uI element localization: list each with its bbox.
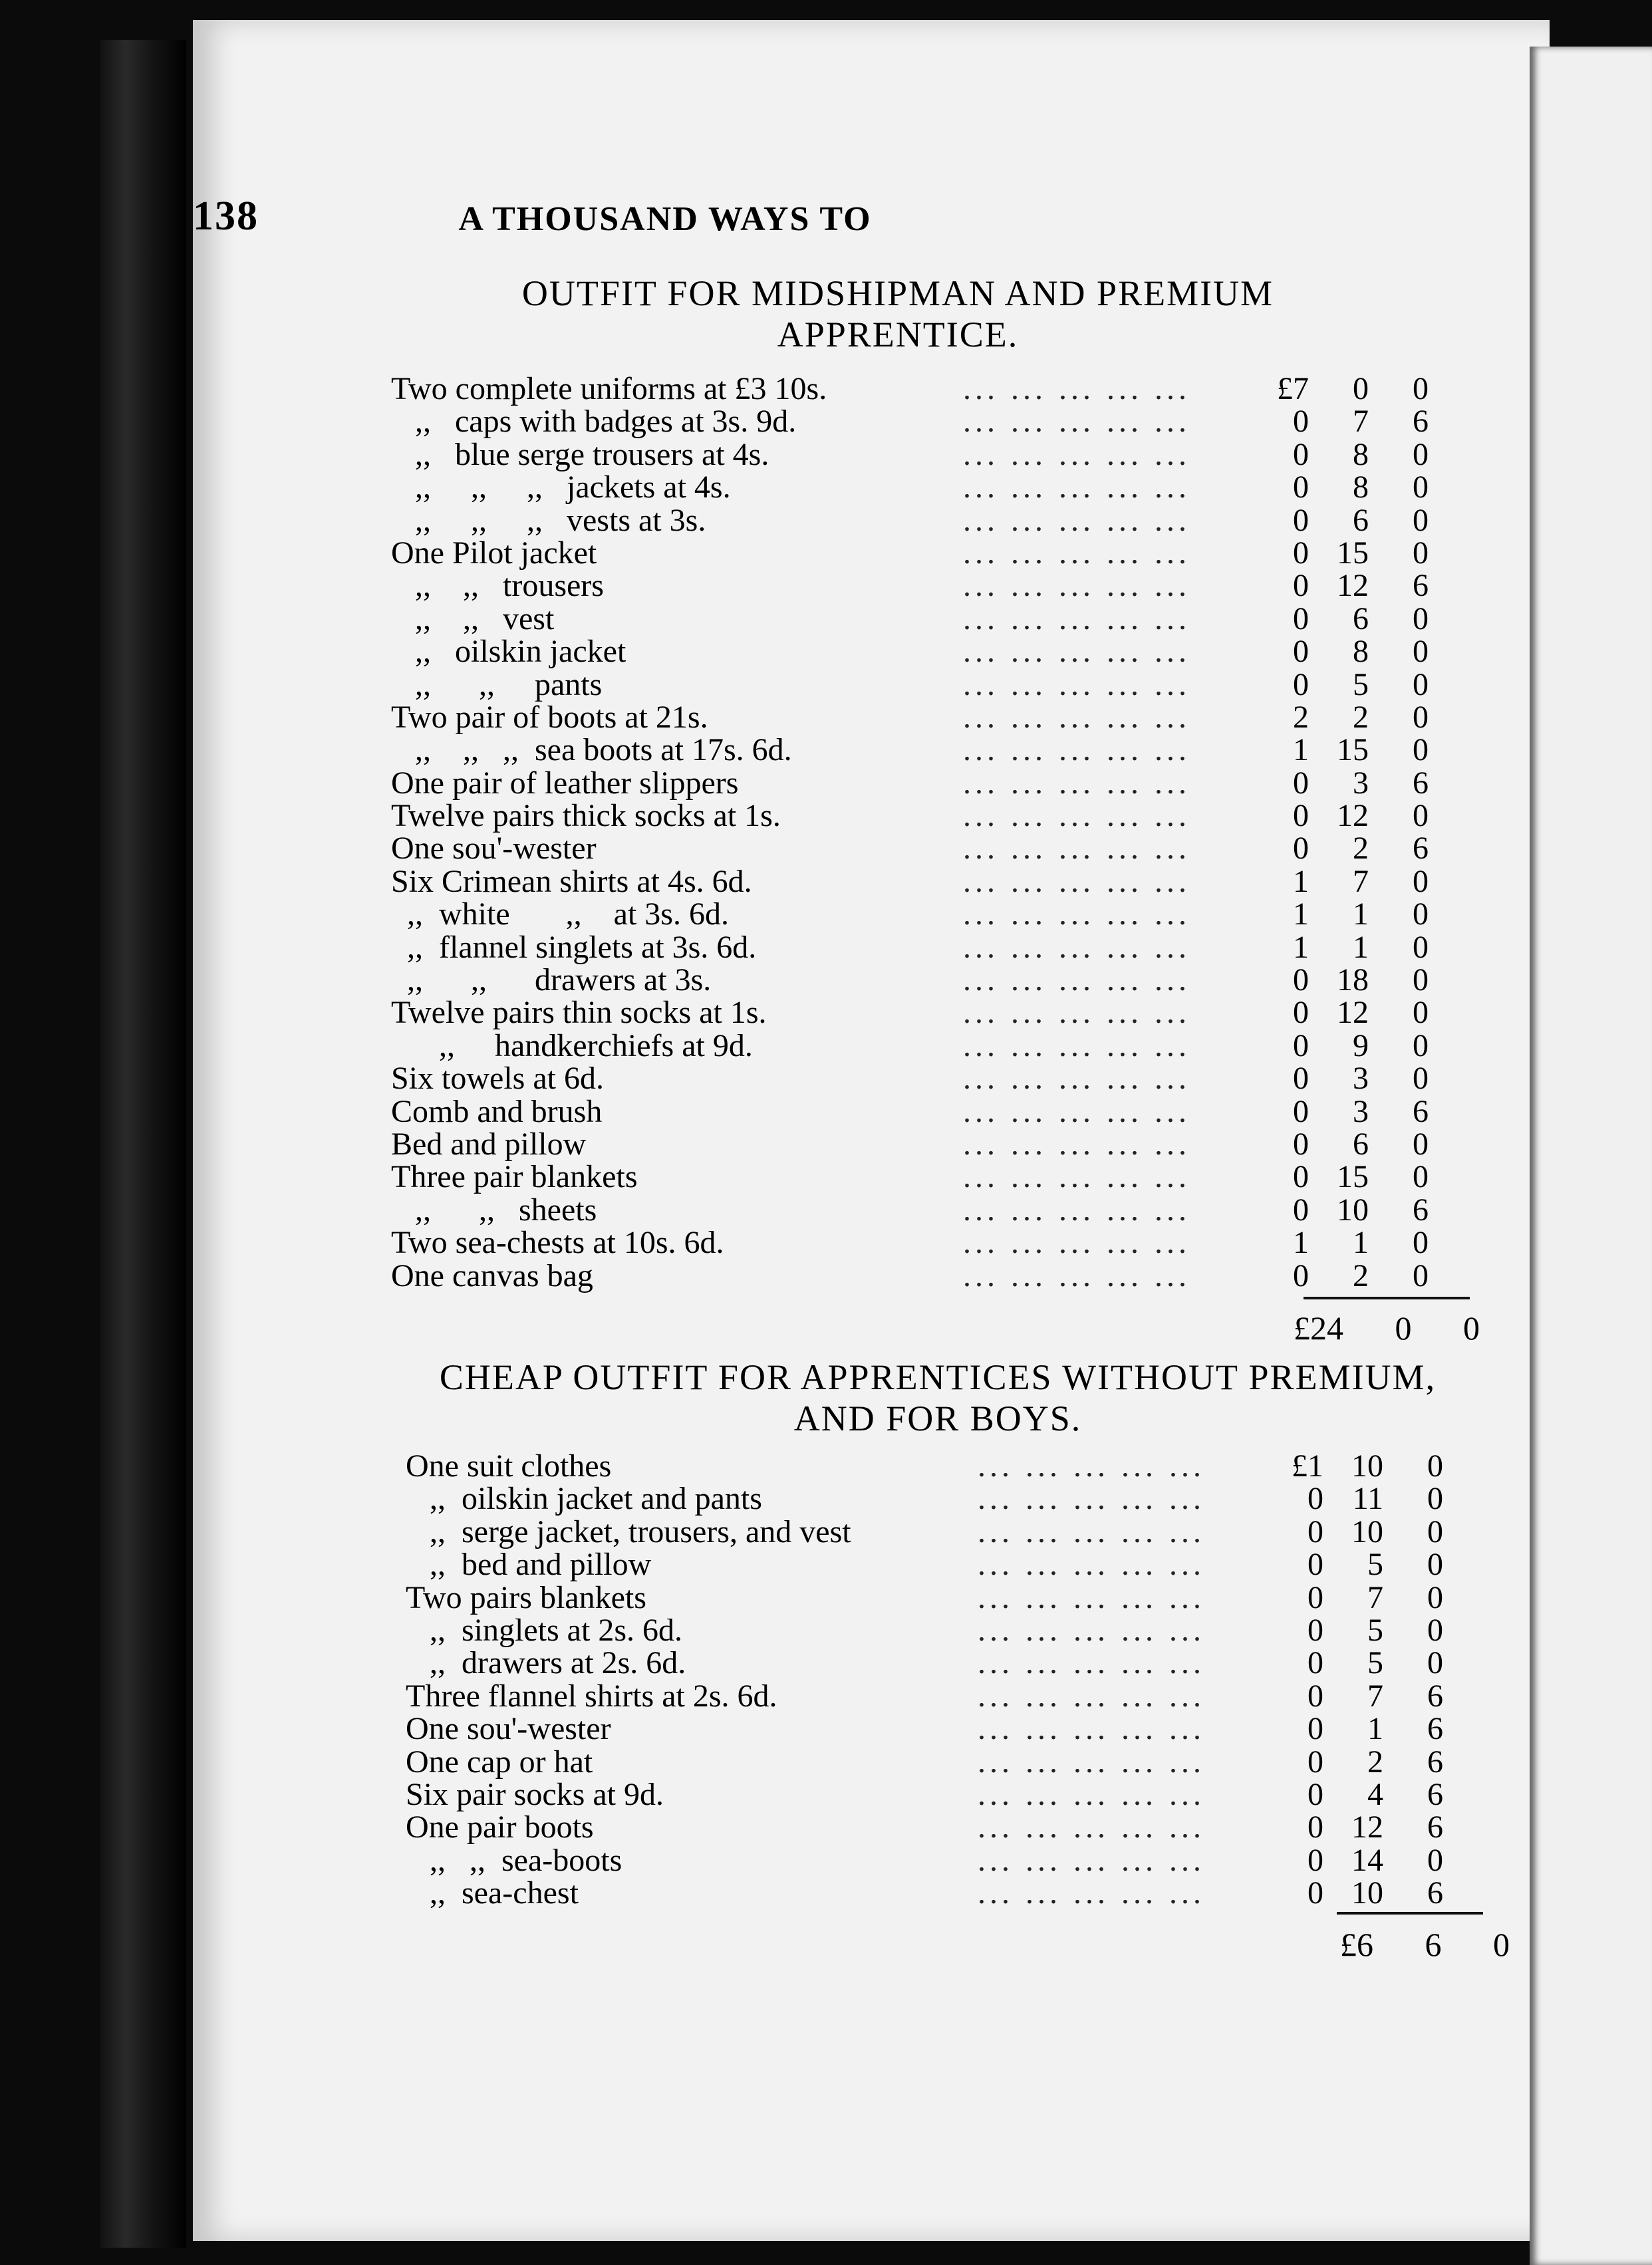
leader-dots: ... ... ... ... ... (963, 535, 1190, 571)
shillings-value: 10 (1337, 1192, 1369, 1228)
leader-dots: ... ... ... ... ... (963, 1061, 1190, 1097)
shillings-value: 12 (1337, 568, 1369, 604)
section-2-title-line1: CHEAP OUTFIT FOR APPRENTICES WITHOUT PREMIUM, (439, 1357, 1437, 1397)
item-description: ,, white ,, at 3s. 6d. (391, 896, 729, 932)
leader-dots: ... ... ... ... ... (963, 831, 1190, 866)
section-1-total (1284, 1309, 1480, 1347)
pence-value: 6 (1427, 1809, 1443, 1845)
table-row (391, 1062, 1468, 1095)
pounds-value: 0 (1308, 1514, 1323, 1549)
table-row (391, 372, 1468, 405)
table-row (391, 931, 1468, 964)
leader-dots: ... ... ... ... ... (978, 1744, 1205, 1780)
item-description: Three pair blankets (391, 1159, 638, 1195)
pounds-value: 0 (1293, 666, 1309, 702)
table-row (391, 602, 1468, 635)
shillings-value: 6 (1353, 502, 1369, 538)
pence-value: 6 (1427, 1678, 1443, 1714)
section-1-total-pounds: £24 (1294, 1309, 1343, 1347)
leader-dots: ... ... ... ... ... (963, 666, 1190, 702)
item-description: ,, sea-chest (406, 1875, 579, 1911)
leader-dots: ... ... ... ... ... (963, 1192, 1190, 1228)
pounds-value: 1 (1293, 1225, 1309, 1261)
section-1-total-pence: 0 (1463, 1309, 1480, 1347)
pounds-value: 0 (1293, 600, 1309, 636)
leader-dots: ... ... ... ... ... (963, 600, 1190, 636)
item-description: Twelve pairs thick socks at 1s. (391, 798, 781, 834)
leader-dots: ... ... ... ... ... (963, 1093, 1190, 1129)
shillings-value: 12 (1337, 798, 1369, 834)
item-description: Two complete uniforms at £3 10s. (391, 371, 827, 406)
pence-value: 0 (1413, 1061, 1429, 1097)
table-row (406, 1844, 1483, 1877)
pounds-value: 0 (1293, 1027, 1309, 1063)
leader-dots: ... ... ... ... ... (963, 371, 1190, 406)
section-2-title (399, 1357, 1476, 1439)
table-row (406, 1877, 1483, 1909)
pence-value: 0 (1413, 1258, 1429, 1293)
shillings-value: 3 (1353, 1061, 1369, 1097)
item-description: ,, ,, pants (391, 666, 603, 702)
table-row (391, 471, 1468, 503)
pence-value: 0 (1413, 699, 1429, 735)
table-row (391, 1128, 1468, 1160)
pounds-value: 0 (1293, 436, 1309, 472)
pounds-value: 0 (1293, 798, 1309, 834)
pence-value: 0 (1413, 600, 1429, 636)
leader-dots: ... ... ... ... ... (978, 1645, 1205, 1681)
shillings-value: 14 (1351, 1842, 1383, 1878)
section-2-total-pounds: £6 (1340, 1926, 1373, 1963)
pence-value: 0 (1413, 1126, 1429, 1162)
leader-dots: ... ... ... ... ... (963, 699, 1190, 735)
shillings-value: 12 (1351, 1809, 1383, 1845)
leader-dots: ... ... ... ... ... (963, 765, 1190, 801)
leader-dots: ... ... ... ... ... (963, 502, 1190, 538)
pounds-value: 0 (1293, 1258, 1309, 1293)
shillings-value: 15 (1337, 1159, 1369, 1195)
leader-dots: ... ... ... ... ... (963, 798, 1190, 834)
pence-value: 6 (1413, 765, 1429, 801)
table-row (391, 996, 1468, 1029)
pence-value: 0 (1413, 469, 1429, 505)
section-1-title (399, 273, 1397, 355)
table-row (406, 1647, 1483, 1679)
table-row (406, 1778, 1483, 1811)
item-description: ,, ,, vest (391, 600, 555, 636)
leader-dots: ... ... ... ... ... (978, 1678, 1205, 1714)
table-row (391, 832, 1468, 865)
pence-value: 6 (1427, 1711, 1443, 1747)
running-head: A THOUSAND WAYS TO (458, 200, 872, 238)
table-row (391, 1095, 1468, 1128)
item-description: ,, handkerchiefs at 9d. (391, 1027, 753, 1063)
shillings-value: 0 (1353, 371, 1369, 406)
pence-value: 0 (1413, 929, 1429, 965)
leader-dots: ... ... ... ... ... (963, 1027, 1190, 1063)
table-row (406, 1614, 1483, 1647)
pence-value: 6 (1413, 1093, 1429, 1129)
shillings-value: 2 (1353, 699, 1369, 735)
pounds-value: 0 (1293, 962, 1309, 998)
shillings-value: 8 (1353, 469, 1369, 505)
pounds-value: 0 (1308, 1711, 1323, 1747)
table-row (406, 1516, 1483, 1548)
leader-dots: ... ... ... ... ... (963, 995, 1190, 1031)
table-row (391, 405, 1468, 438)
pence-value: 0 (1413, 1225, 1429, 1261)
item-description: ,, caps with badges at 3s. 9d. (391, 404, 797, 440)
leader-dots: ... ... ... ... ... (978, 1875, 1205, 1911)
item-description: ,, ,, trousers (391, 568, 604, 604)
table-row (391, 799, 1468, 832)
pence-value: 0 (1427, 1645, 1443, 1681)
section-2-total-pence: 0 (1493, 1926, 1510, 1963)
shillings-value: 6 (1353, 1126, 1369, 1162)
table-row (406, 1746, 1483, 1778)
pence-value: 0 (1427, 1547, 1443, 1583)
pounds-value: 1 (1293, 896, 1309, 932)
shillings-value: 4 (1367, 1776, 1383, 1812)
shillings-value: 10 (1351, 1875, 1383, 1911)
table-row (391, 1226, 1468, 1259)
item-description: One pair boots (406, 1809, 594, 1845)
table-row (406, 1680, 1483, 1712)
section-2-title-line2: AND FOR BOYS. (793, 1399, 1082, 1438)
leader-dots: ... ... ... ... ... (963, 863, 1190, 899)
pence-value: 0 (1427, 1579, 1443, 1615)
leader-dots: ... ... ... ... ... (963, 896, 1190, 932)
table-row (391, 964, 1468, 996)
item-description: One sou'-wester (406, 1711, 611, 1747)
table-row (391, 898, 1468, 930)
shillings-value: 7 (1367, 1678, 1383, 1714)
pounds-value: 0 (1308, 1678, 1323, 1714)
table-row (391, 1160, 1468, 1193)
item-description: One pair of leather slippers (391, 765, 739, 801)
pence-value: 6 (1413, 404, 1429, 440)
pence-value: 0 (1413, 371, 1429, 406)
pence-value: 6 (1427, 1744, 1443, 1780)
pounds-value: 0 (1308, 1776, 1323, 1812)
leader-dots: ... ... ... ... ... (963, 962, 1190, 998)
shillings-value: 15 (1337, 732, 1369, 768)
item-description: One sou'-wester (391, 831, 597, 866)
item-description: One Pilot jacket (391, 535, 597, 571)
item-description: Two pair of boots at 21s. (391, 699, 708, 735)
item-description: Three flannel shirts at 2s. 6d. (406, 1678, 777, 1714)
shillings-value: 9 (1353, 1027, 1369, 1063)
table-row (391, 569, 1468, 602)
table-row (391, 504, 1468, 537)
leader-dots: ... ... ... ... ... (978, 1711, 1205, 1747)
pounds-value: 0 (1308, 1875, 1323, 1911)
pounds-value: 0 (1293, 1093, 1309, 1129)
pounds-value: 2 (1293, 699, 1309, 735)
pence-value: 0 (1413, 634, 1429, 670)
item-description: Six Crimean shirts at 4s. 6d. (391, 863, 752, 899)
table-row (391, 668, 1468, 701)
shillings-value: 6 (1353, 600, 1369, 636)
pence-value: 0 (1413, 896, 1429, 932)
pence-value: 0 (1413, 798, 1429, 834)
shillings-value: 8 (1353, 634, 1369, 670)
pounds-value: £1 (1292, 1448, 1323, 1484)
item-description: One canvas bag (391, 1258, 593, 1293)
item-description: One suit clothes (406, 1448, 612, 1484)
pence-value: 0 (1413, 1159, 1429, 1195)
table-row (391, 1029, 1468, 1062)
leader-dots: ... ... ... ... ... (978, 1612, 1205, 1648)
pence-value: 0 (1413, 535, 1429, 571)
item-description: ,, drawers at 2s. 6d. (406, 1645, 686, 1681)
pence-value: 0 (1427, 1514, 1443, 1549)
pounds-value: 0 (1293, 469, 1309, 505)
facing-page-edge (1530, 47, 1652, 2265)
leader-dots: ... ... ... ... ... (963, 436, 1190, 472)
shillings-value: 1 (1353, 1225, 1369, 1261)
pounds-value: 0 (1293, 568, 1309, 604)
pounds-value: 0 (1293, 765, 1309, 801)
pounds-value: 0 (1308, 1645, 1323, 1681)
shillings-value: 7 (1367, 1579, 1383, 1615)
pence-value: 6 (1427, 1776, 1443, 1812)
leader-dots: ... ... ... ... ... (963, 1159, 1190, 1195)
table-row (406, 1712, 1483, 1745)
pounds-value: 0 (1293, 404, 1309, 440)
section-1-item-list (391, 372, 1468, 1292)
shillings-value: 2 (1353, 1258, 1369, 1293)
pounds-value: 0 (1308, 1842, 1323, 1878)
table-row (391, 635, 1468, 668)
leader-dots: ... ... ... ... ... (978, 1514, 1205, 1549)
shillings-value: 10 (1351, 1514, 1383, 1549)
shillings-value: 1 (1353, 929, 1369, 965)
pence-value: 0 (1413, 502, 1429, 538)
section-1-title-line1: OUTFIT FOR MIDSHIPMAN AND PREMIUM (521, 273, 1274, 313)
item-description: ,, bed and pillow (406, 1547, 652, 1583)
shillings-value: 5 (1367, 1547, 1383, 1583)
pounds-value: 0 (1293, 1061, 1309, 1097)
table-row (406, 1450, 1483, 1482)
section-1-total-rule (1304, 1297, 1470, 1299)
pounds-value: 1 (1293, 732, 1309, 768)
leader-dots: ... ... ... ... ... (963, 1225, 1190, 1261)
leader-dots: ... ... ... ... ... (963, 1258, 1190, 1293)
table-row (391, 537, 1468, 569)
leader-dots: ... ... ... ... ... (963, 1126, 1190, 1162)
table-row (391, 1260, 1468, 1292)
item-description: Six pair socks at 9d. (406, 1776, 664, 1812)
shillings-value: 2 (1367, 1744, 1383, 1780)
pounds-value: 0 (1293, 831, 1309, 866)
leader-dots: ... ... ... ... ... (978, 1776, 1205, 1812)
table-row (406, 1811, 1483, 1843)
item-description: ,, oilskin jacket and pants (406, 1481, 762, 1517)
shillings-value: 3 (1353, 1093, 1369, 1129)
item-description: ,, blue serge trousers at 4s. (391, 436, 769, 472)
pounds-value: 1 (1293, 863, 1309, 899)
pounds-value: 0 (1308, 1481, 1323, 1517)
section-1-title-line2: APPRENTICE. (777, 315, 1019, 354)
item-description: One cap or hat (406, 1744, 593, 1780)
item-description: ,, ,, ,, vests at 3s. (391, 502, 706, 538)
item-description: ,, ,, ,, sea boots at 17s. 6d. (391, 732, 792, 768)
shillings-value: 18 (1337, 962, 1369, 998)
leader-dots: ... ... ... ... ... (978, 1547, 1205, 1583)
pounds-value: 0 (1293, 1126, 1309, 1162)
table-row (391, 865, 1468, 898)
item-description: ,, ,, sheets (391, 1192, 597, 1228)
item-description: ,, ,, drawers at 3s. (391, 962, 712, 998)
pounds-value: £7 (1277, 371, 1309, 406)
shillings-value: 5 (1353, 666, 1369, 702)
item-description: ,, singlets at 2s. 6d. (406, 1612, 682, 1648)
section-2-total-rule (1337, 1912, 1483, 1915)
table-row (391, 438, 1468, 471)
item-description: Comb and brush (391, 1093, 603, 1129)
table-row (406, 1548, 1483, 1581)
item-description: ,, oilskin jacket (391, 634, 626, 670)
item-description: ,, serge jacket, trousers, and vest (406, 1514, 851, 1549)
pounds-value: 0 (1308, 1612, 1323, 1648)
shillings-value: 1 (1367, 1711, 1383, 1747)
shillings-value: 15 (1337, 535, 1369, 571)
leader-dots: ... ... ... ... ... (978, 1579, 1205, 1615)
pence-value: 0 (1413, 1027, 1429, 1063)
pence-value: 0 (1427, 1612, 1443, 1648)
shillings-value: 5 (1367, 1645, 1383, 1681)
item-description: Two pairs blankets (406, 1579, 646, 1615)
shillings-value: 2 (1353, 831, 1369, 866)
item-description: ,, flannel singlets at 3s. 6d. (391, 929, 757, 965)
pounds-value: 0 (1293, 995, 1309, 1031)
pence-value: 0 (1413, 863, 1429, 899)
leader-dots: ... ... ... ... ... (978, 1448, 1205, 1484)
pounds-value: 0 (1308, 1547, 1323, 1583)
pence-value: 0 (1413, 436, 1429, 472)
shillings-value: 1 (1353, 896, 1369, 932)
shillings-value: 8 (1353, 436, 1369, 472)
shillings-value: 5 (1367, 1612, 1383, 1648)
table-row (391, 701, 1468, 733)
table-row (406, 1482, 1483, 1515)
leader-dots: ... ... ... ... ... (963, 404, 1190, 440)
shillings-value: 3 (1353, 765, 1369, 801)
pence-value: 0 (1413, 995, 1429, 1031)
pounds-value: 0 (1293, 634, 1309, 670)
shillings-value: 11 (1352, 1481, 1383, 1517)
table-row (391, 733, 1468, 766)
shillings-value: 10 (1351, 1448, 1383, 1484)
pence-value: 6 (1413, 568, 1429, 604)
item-description: Two sea-chests at 10s. 6d. (391, 1225, 724, 1261)
item-description: Twelve pairs thin socks at 1s. (391, 995, 767, 1031)
shillings-value: 7 (1353, 863, 1369, 899)
item-description: ,, ,, sea-boots (406, 1842, 622, 1878)
pence-value: 0 (1413, 732, 1429, 768)
section-2-total (1313, 1925, 1510, 1964)
shillings-value: 12 (1337, 995, 1369, 1031)
leader-dots: ... ... ... ... ... (978, 1481, 1205, 1517)
section-1-total-shillings: 0 (1395, 1309, 1412, 1347)
leader-dots: ... ... ... ... ... (978, 1842, 1205, 1878)
shillings-value: 7 (1353, 404, 1369, 440)
page-number: 138 (193, 194, 259, 239)
leader-dots: ... ... ... ... ... (978, 1809, 1205, 1845)
item-description: ,, ,, ,, jackets at 4s. (391, 469, 731, 505)
section-2-total-shillings: 6 (1425, 1926, 1442, 1963)
pence-value: 0 (1413, 962, 1429, 998)
pence-value: 0 (1413, 666, 1429, 702)
pounds-value: 0 (1308, 1744, 1323, 1780)
pounds-value: 0 (1293, 502, 1309, 538)
pounds-value: 0 (1293, 535, 1309, 571)
section-2-item-list (406, 1450, 1483, 1909)
pence-value: 6 (1427, 1875, 1443, 1911)
book-spine (100, 40, 186, 2248)
pence-value: 0 (1427, 1842, 1443, 1878)
pence-value: 0 (1427, 1481, 1443, 1517)
leader-dots: ... ... ... ... ... (963, 568, 1190, 604)
table-row (406, 1581, 1483, 1614)
leader-dots: ... ... ... ... ... (963, 634, 1190, 670)
pence-value: 0 (1427, 1448, 1443, 1484)
pounds-value: 0 (1293, 1159, 1309, 1195)
table-row (391, 1194, 1468, 1226)
leader-dots: ... ... ... ... ... (963, 732, 1190, 768)
pounds-value: 0 (1293, 1192, 1309, 1228)
item-description: Bed and pillow (391, 1126, 587, 1162)
pounds-value: 0 (1308, 1809, 1323, 1845)
pounds-value: 0 (1308, 1579, 1323, 1615)
item-description: Six towels at 6d. (391, 1061, 604, 1097)
leader-dots: ... ... ... ... ... (963, 929, 1190, 965)
pounds-value: 1 (1293, 929, 1309, 965)
table-row (391, 767, 1468, 799)
leader-dots: ... ... ... ... ... (963, 469, 1190, 505)
pence-value: 6 (1413, 1192, 1429, 1228)
pence-value: 6 (1413, 831, 1429, 866)
